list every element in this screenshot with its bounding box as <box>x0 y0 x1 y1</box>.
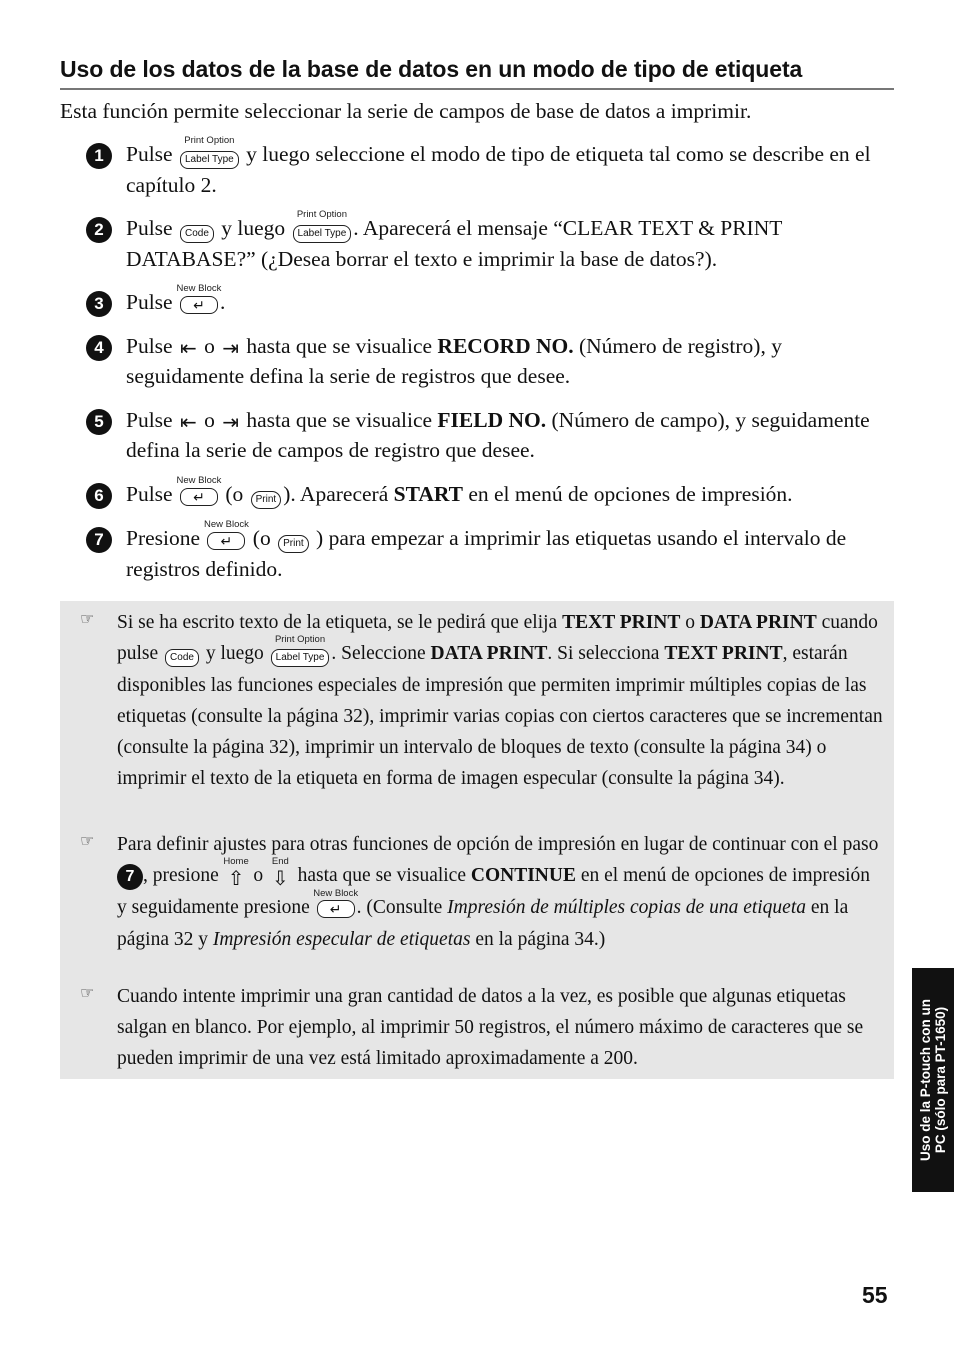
right-arrow-key-icon: ⇥ <box>222 336 239 361</box>
enter-key-icon: New Block ↵ <box>203 519 249 550</box>
label-type-key-icon: Print Option Label Type <box>271 639 330 670</box>
enter-key-icon: New Block ↵ <box>313 888 359 918</box>
step-number-6: 6 <box>86 483 112 509</box>
note-text: . Seleccione <box>331 643 426 664</box>
print-key-icon: Print <box>251 481 282 511</box>
step-bold-text: RECORD NO. <box>437 334 574 358</box>
step-text: o <box>204 408 215 432</box>
step-text: (Número de registro), y seguidamente defina la serie de registros que desee. <box>126 334 782 388</box>
note-text: en la página 32 y <box>117 897 849 951</box>
step-bold-text: FIELD NO. <box>437 408 547 432</box>
note-2 <box>80 829 884 955</box>
step-text: . <box>219 290 226 314</box>
step-text: o <box>204 334 215 358</box>
step-text: Pulse <box>126 142 173 166</box>
code-key-icon: Code <box>180 215 214 245</box>
side-tab-line-2: PC (sólo para PT-1650) <box>933 1006 948 1154</box>
note-text: o <box>685 612 696 633</box>
print-key-icon: Print <box>278 525 309 555</box>
left-arrow-key-icon: ⇤ <box>179 410 197 435</box>
section-heading: Uso de los datos de la base de datos en un modo de tipo de etiqueta <box>60 54 894 90</box>
note-bold-text: TEXT PRINT <box>664 643 783 664</box>
note-text: , presione <box>143 865 219 886</box>
step-number-1: 1 <box>86 143 112 169</box>
step-bold-text: START <box>393 482 463 506</box>
enter-key-icon: New Block ↵ <box>176 283 222 314</box>
step-text: hasta que se visualice <box>246 334 433 358</box>
step-number-5: 5 <box>86 409 112 435</box>
note-bold-text: TEXT PRINT <box>562 612 681 633</box>
note-text: o <box>253 865 264 886</box>
step-text: en el menú de opciones de impresión. <box>468 482 793 506</box>
step-text: hasta que se visualice <box>246 408 433 432</box>
note-bold-text: DATA PRINT <box>699 612 817 633</box>
note-italic-text: Impresión especular de etiquetas <box>212 929 471 951</box>
step-text: Pulse <box>126 334 173 358</box>
step-text: Pulse <box>126 290 173 314</box>
note-text: en la página 34.) <box>475 929 606 951</box>
label-type-key-icon: Print Option Label Type <box>293 215 352 245</box>
step-text: ). Aparecerá <box>283 482 389 506</box>
side-tab-line-1: Uso de la P-touch con un <box>918 998 933 1162</box>
note-text: , estarán disponibles las funciones especiales de impresión que permiten imprimir múltiples copias de las etiquetas (consulte la página 32), imprimir varias copias con ciertos caracteres que se incrementan (consulte la página 32), imprimir un intervalo de bloques de texto (consulte la página 34) o imprimir el texto de la etiqueta en forma de imagen especular (consulte la página 34). <box>117 643 883 790</box>
step-text: (o <box>252 526 271 550</box>
step-number-4: 4 <box>86 335 112 361</box>
note-text: . Si selecciona <box>547 643 660 664</box>
notes-box <box>60 601 894 1079</box>
code-key-icon: Code <box>165 639 199 670</box>
step-text: (o <box>225 482 244 506</box>
note-bold-text: CONTINUE <box>470 865 576 886</box>
pointing-hand-icon: ☞ <box>80 609 95 628</box>
note-text: en el menú de opciones de impresión y seguidamente presione <box>117 865 871 919</box>
step-number-2: 2 <box>86 217 112 243</box>
step-text: ) para empezar a imprimir las etiquetas usando el intervalo de registros definido. <box>126 526 847 581</box>
note-text: Cuando intente imprimir una gran cantidad de datos a la vez, es posible que algunas etiquetas salgan en blanco. Por ejemplo, al imprimir 50 registros, el número máximo de caracteres que se pueden imprimir de una vez está limitado aproximadamente a 200. <box>117 986 864 1069</box>
step-3 <box>86 283 886 319</box>
note-text: Si se ha escrito texto de la etiqueta, se le pedirá que elija <box>117 612 558 633</box>
chapter-side-tab <box>912 968 954 1192</box>
step-number-7: 7 <box>86 527 112 553</box>
note-text: . (Consulte <box>356 897 443 919</box>
step-reference-badge: 7 <box>117 864 143 890</box>
note-bold-text: DATA PRINT <box>430 643 548 664</box>
step-7 <box>86 519 886 584</box>
note-1 <box>80 607 884 794</box>
note-text: y luego <box>205 643 264 664</box>
step-text: Pulse <box>126 408 173 432</box>
step-6 <box>86 475 886 511</box>
end-down-key-icon: End ⇩ <box>271 856 289 890</box>
step-5 <box>86 406 886 465</box>
note-text: cuando pulse <box>117 612 878 664</box>
step-1 <box>86 135 886 200</box>
note-text: hasta que se visualice <box>297 865 466 886</box>
step-text: y luego <box>221 216 286 240</box>
home-up-key-icon: Home ⇧ <box>223 856 249 890</box>
step-text: Pulse <box>126 216 173 240</box>
left-arrow-key-icon: ⇤ <box>179 336 197 361</box>
note-text: Para definir ajustes para otras funciones de opción de impresión en lugar de continuar con el paso <box>117 834 879 855</box>
pointing-hand-icon: ☞ <box>80 831 95 850</box>
note-3 <box>80 981 884 1074</box>
pointing-hand-icon: ☞ <box>80 983 95 1002</box>
enter-key-icon: New Block ↵ <box>176 475 222 506</box>
step-2 <box>86 209 886 274</box>
step-text: . Aparecerá el mensaje “CLEAR TEXT & PRINT DATABASE?” (¿Desea borrar el texto e imprimir la base de datos?). <box>126 216 782 271</box>
step-number-3: 3 <box>86 291 112 317</box>
step-text: Pulse <box>126 482 173 506</box>
intro-text: Esta función permite seleccionar la serie de campos de base de datos a imprimir. <box>60 99 752 123</box>
step-text: y luego seleccione el modo de tipo de etiqueta tal como se describe en el capítulo 2. <box>126 142 871 197</box>
note-italic-text: Impresión de múltiples copias de una etiqueta <box>447 897 807 919</box>
right-arrow-key-icon: ⇥ <box>222 410 239 435</box>
label-type-key-icon: Print Option Label Type <box>180 141 239 171</box>
step-text: Presione <box>126 526 201 550</box>
step-text: (Número de campo), y seguidamente defina la serie de campos de registro que desee. <box>126 408 870 462</box>
page-number: 55 <box>862 1282 888 1308</box>
step-4 <box>86 332 886 391</box>
